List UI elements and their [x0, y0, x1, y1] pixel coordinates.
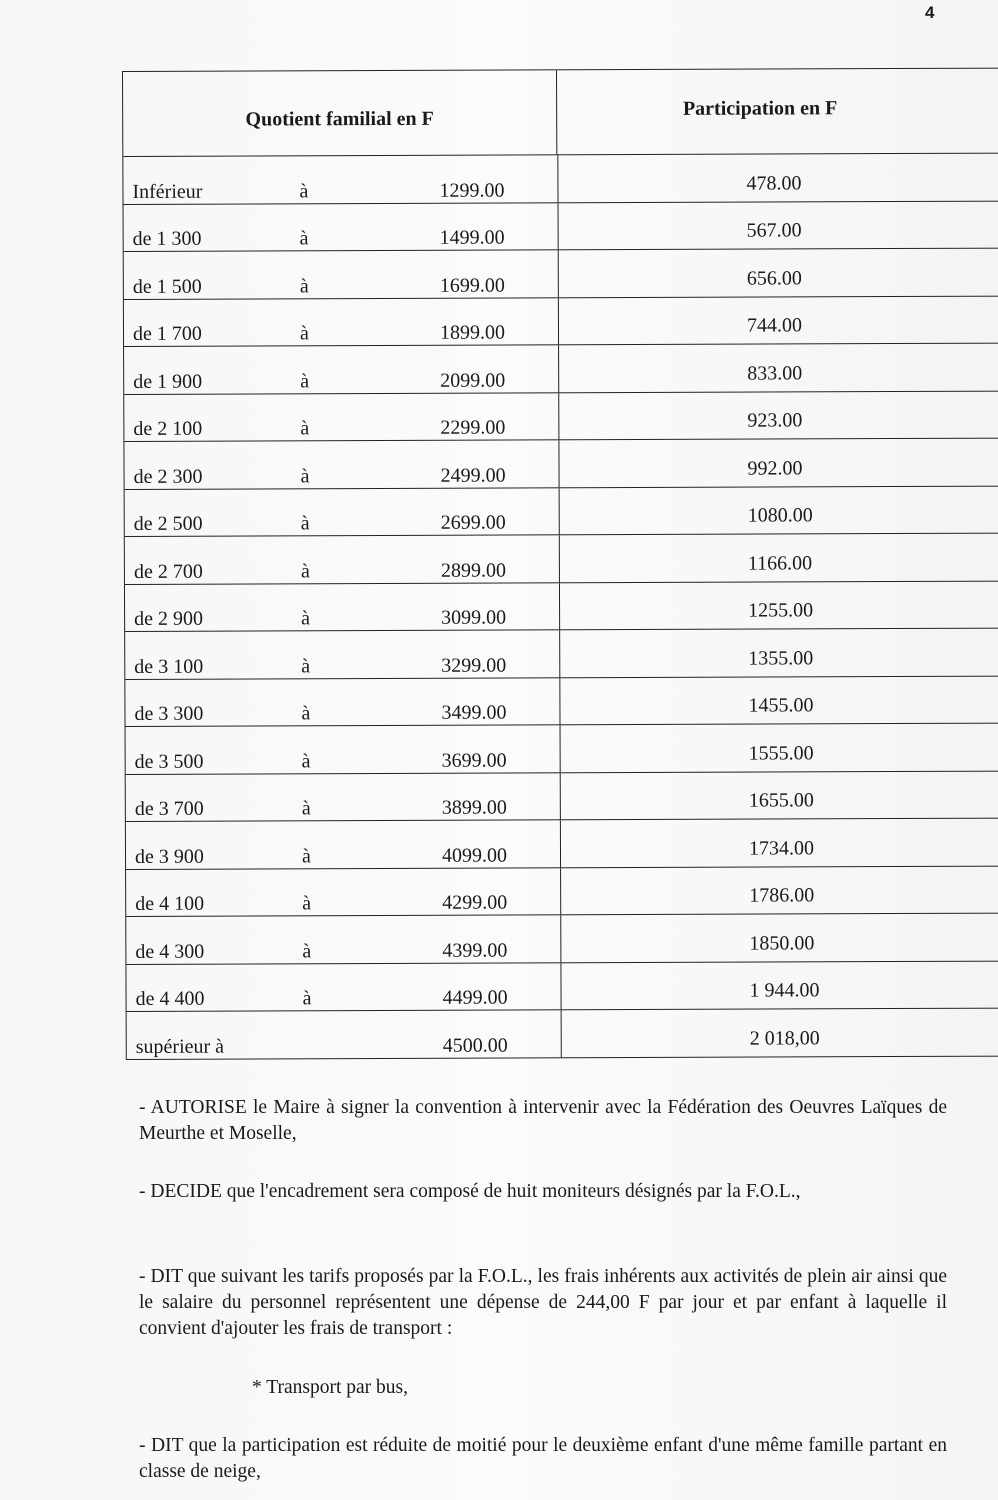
range-max: 1699.00 [439, 274, 505, 297]
participation-cell [560, 534, 998, 582]
participation-value: 1655.00 [748, 789, 814, 812]
range-to: à [299, 274, 309, 297]
quotient-cell [125, 535, 560, 583]
range-from: de 2 300 [133, 465, 203, 488]
table-row [124, 344, 998, 395]
table-row [124, 249, 998, 300]
range-to: à [301, 607, 311, 630]
range-from: de 1 700 [132, 322, 202, 345]
range-from: de 1 300 [132, 227, 202, 250]
paragraph-transport: * Transport par bus, [252, 1377, 409, 1398]
range-to: à [302, 892, 312, 915]
quotient-cell [125, 678, 560, 726]
range-to: à [300, 417, 310, 440]
range-from: de 4 100 [135, 892, 205, 915]
quotient-cell [126, 773, 561, 821]
range-max: 3699.00 [441, 749, 507, 772]
participation-cell [559, 391, 998, 439]
range-to: à [300, 369, 310, 392]
range-from: de 2 900 [134, 607, 204, 630]
range-max: 4500.00 [442, 1034, 508, 1057]
participation-cell [560, 581, 998, 629]
range-max: 3099.00 [441, 606, 507, 629]
participation-cell [562, 1009, 998, 1057]
participation-value: 992.00 [747, 456, 803, 480]
participation-cell [561, 914, 998, 962]
participation-cell [561, 961, 998, 1009]
table-body [123, 154, 998, 1060]
table-row [125, 629, 998, 680]
range-to: à [299, 227, 309, 250]
participation-value: 1 944.00 [749, 979, 820, 1002]
table-header [123, 69, 998, 157]
quotient-cell [126, 820, 561, 868]
range-from: supérieur à [135, 1035, 225, 1058]
range-max: 2899.00 [440, 559, 506, 582]
table-row [125, 534, 998, 585]
quotient-cell [123, 155, 558, 203]
paragraph-decide: - DECIDE que l'encadrement sera composé de huit moniteurs désignés par la F.O.L., [139, 1181, 801, 1202]
quotient-cell [126, 725, 561, 773]
header-quotient: Quotient familial en F [123, 70, 557, 156]
range-from: de 4 300 [135, 940, 205, 963]
range-from: de 3 300 [134, 702, 204, 725]
participation-value: 1734.00 [748, 836, 815, 860]
table-row [126, 866, 998, 917]
range-to: à [299, 179, 309, 202]
participation-cell [560, 676, 998, 724]
participation-value: 1355.00 [748, 646, 814, 670]
quotient-cell [125, 630, 560, 678]
participation-value: 1786.00 [749, 884, 815, 907]
participation-cell [561, 724, 998, 772]
range-to: à [300, 512, 310, 535]
range-max: 4499.00 [442, 986, 508, 1009]
participation-value: 833.00 [747, 361, 803, 385]
participation-cell [561, 819, 998, 867]
range-max: 3499.00 [441, 701, 507, 724]
participation-cell [559, 249, 998, 297]
quotient-cell [124, 345, 559, 393]
range-from: de 3 500 [134, 750, 204, 773]
range-to: à [302, 987, 312, 1010]
header-participation: Participation en F [682, 96, 838, 120]
range-from: de 2 500 [133, 512, 203, 535]
table-row [124, 296, 998, 347]
participation-value: 923.00 [747, 409, 803, 432]
range-to: à [300, 464, 310, 487]
participation-value: 478.00 [746, 171, 802, 195]
range-max: 2299.00 [440, 416, 506, 439]
participation-cell [561, 771, 998, 819]
table-row [124, 439, 998, 490]
range-max: 1899.00 [439, 321, 506, 344]
participation-value: 1850.00 [749, 931, 815, 955]
participation-value: 2 018,00 [749, 1026, 820, 1050]
range-from: Inférieur [132, 180, 203, 203]
range-from: de 1 500 [132, 275, 202, 298]
range-max: 2499.00 [440, 464, 506, 487]
range-to: à [301, 749, 311, 772]
range-from: de 2 700 [133, 560, 203, 583]
quotient-cell [125, 488, 560, 536]
participation-cell [560, 629, 998, 677]
range-max: 3899.00 [441, 796, 507, 819]
range-from: de 3 700 [134, 797, 204, 820]
table-row [126, 819, 998, 870]
range-from: de 2 100 [133, 417, 203, 440]
participation-value: 567.00 [746, 219, 802, 242]
table-row [126, 914, 998, 965]
quotient-cell [124, 393, 559, 441]
participation-value: 1455.00 [748, 694, 814, 717]
range-max: 4299.00 [442, 891, 508, 914]
participation-value: 656.00 [746, 266, 802, 290]
range-from: de 4 400 [135, 987, 205, 1010]
paragraph-autorise: - AUTORISE le Maire à signer la convention à intervenir avec la Fédération des Oeuvres Laïques de Meurthe et Moselle, [139, 1097, 947, 1144]
range-to: à [300, 559, 310, 582]
table-row [123, 154, 998, 205]
table-row [125, 581, 998, 632]
participation-cell [558, 154, 998, 202]
page-number: 4 [925, 3, 935, 22]
quotient-cell [124, 203, 559, 251]
paragraph-dit-tarifs: - DIT que suivant les tarifs proposés par la F.O.L., les frais inhérents aux activités de plein air ainsi que le salaire du personnel représentent une dépense de 244,00 F par jour et par enfant à laquelle il convient d'ajouter les frais de transport : [139, 1266, 947, 1339]
range-max: 4399.00 [442, 939, 508, 962]
range-max: 1499.00 [439, 226, 505, 249]
participation-value: 1080.00 [747, 504, 813, 527]
participation-cell [559, 201, 998, 249]
range-to: à [302, 939, 312, 962]
range-to: à [301, 797, 311, 820]
quotient-cell [127, 1010, 562, 1058]
table-row [126, 961, 998, 1012]
quotient-cell [124, 440, 559, 488]
participation-value: 1166.00 [747, 551, 813, 575]
quotient-cell [124, 298, 559, 346]
participation-value: 1255.00 [748, 599, 814, 622]
range-from: de 3 100 [134, 655, 204, 678]
quotient-cell [126, 868, 561, 916]
range-from: de 1 900 [133, 370, 203, 393]
range-to: à [299, 322, 309, 345]
table-row [125, 486, 998, 537]
range-from: de 3 900 [134, 845, 204, 868]
paragraph-dit-reduction: - DIT que la participation est réduite de moitié pour le deuxième enfant d'une même famille partant en classe de neige, [139, 1435, 947, 1482]
table-row [124, 201, 998, 252]
quotient-cell [126, 963, 561, 1011]
participation-cell [561, 866, 998, 914]
table-row [126, 771, 998, 822]
range-to: à [301, 844, 311, 867]
participation-value: 1555.00 [748, 741, 814, 765]
quotient-cell [124, 250, 559, 298]
quotient-cell [126, 915, 561, 963]
quotient-cell [125, 583, 560, 631]
table-row [125, 676, 998, 727]
range-max: 2099.00 [440, 369, 506, 392]
participation-cell [560, 486, 998, 534]
range-max: 1299.00 [439, 179, 505, 202]
table-row [127, 1009, 998, 1060]
participation-value: 744.00 [746, 314, 803, 337]
participation-cell [559, 296, 998, 344]
participation-cell [559, 439, 998, 487]
participation-cell [559, 344, 998, 392]
tariff-table [122, 68, 998, 1060]
range-max: 4099.00 [441, 844, 508, 867]
table-row [124, 391, 998, 442]
range-max: 3299.00 [441, 654, 507, 677]
range-to: à [301, 702, 311, 725]
range-max: 2699.00 [440, 511, 506, 534]
range-to: à [301, 654, 311, 677]
table-row [126, 724, 998, 775]
